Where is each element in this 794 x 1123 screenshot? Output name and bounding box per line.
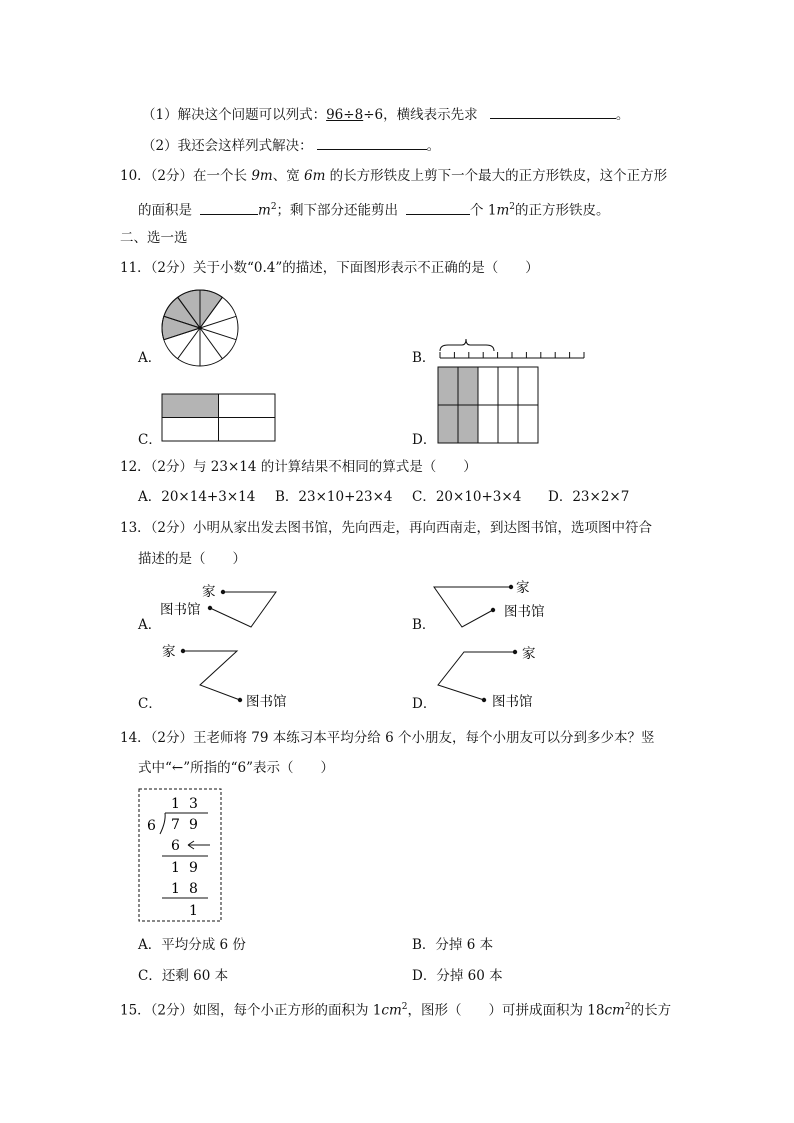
q11-option-b[interactable]: B． — [412, 350, 436, 366]
q13-option-d-map[interactable] — [430, 640, 554, 710]
library-label: 图书馆 — [246, 694, 287, 710]
svg-text:8: 8 — [189, 881, 198, 897]
q14-option-d[interactable]: D．分掉 60 本 — [412, 968, 503, 984]
q14-option-c[interactable]: C．还剩 60 本 — [138, 968, 229, 984]
q11-option-d-grid[interactable] — [436, 365, 540, 445]
q14-option-b[interactable]: B．分掉 6 本 — [412, 937, 494, 953]
svg-text:3: 3 — [189, 796, 198, 812]
q13-option-c[interactable]: C． — [138, 696, 162, 712]
q9-sub1: （1）解决这个问题可以列式：96÷8÷6，横线表示先求 。 — [142, 104, 629, 124]
q10-line1: 10．（2分）在一个长 9m、宽 6m 的长方形铁皮上剪下一个最大的正方形铁皮，这个正方形 — [120, 168, 668, 184]
answer-blank[interactable] — [317, 135, 427, 150]
svg-text:1: 1 — [171, 796, 180, 812]
q14-stem-line2: 式中“←”所指的“6”表示（ ） — [138, 760, 335, 776]
q12-option-d[interactable]: D．23×2×7 — [548, 489, 630, 505]
q11-option-c[interactable]: C． — [138, 432, 162, 448]
answer-blank[interactable] — [490, 104, 616, 119]
answer-blank[interactable] — [200, 200, 258, 215]
svg-text:9: 9 — [189, 860, 198, 876]
svg-text:1: 1 — [171, 860, 180, 876]
svg-text:9: 9 — [189, 817, 198, 833]
q13-stem-line2: 描述的是（ ） — [138, 551, 246, 567]
svg-text:6: 6 — [171, 838, 180, 854]
q13-option-b-map[interactable] — [430, 576, 554, 632]
q13-option-a-map[interactable] — [160, 582, 284, 630]
library-label: 图书馆 — [504, 604, 545, 620]
q13-option-b[interactable]: B． — [412, 617, 436, 633]
library-label: 图书馆 — [492, 694, 533, 710]
q13-option-a[interactable]: A． — [138, 617, 162, 633]
q12-option-c[interactable]: C．20×10+3×4 — [412, 489, 522, 505]
q12-option-a[interactable]: A．20×14+3×14 — [138, 489, 256, 505]
q10-line2: 的面积是 $m^2$；剩下部分还能剪出 个 $1m^2$的正方形铁皮。 — [138, 198, 609, 220]
home-label: 家 — [522, 646, 536, 662]
q11-stem: 11．（2分）关于小数“0.4”的描述，下面图形表示不正确的是（ ） — [120, 260, 539, 276]
library-label: 图书馆 — [160, 602, 201, 618]
q13-stem-line1: 13．（2分）小明从家出发去图书馆，先向西走，再向西南走，到达图书馆，选项图中符合 — [120, 520, 653, 536]
answer-blank[interactable] — [406, 200, 470, 215]
svg-text:1: 1 — [171, 881, 180, 897]
q14-long-division — [138, 788, 222, 922]
home-label: 家 — [162, 644, 176, 660]
q11-option-a-pie[interactable] — [160, 288, 240, 368]
home-label: 家 — [202, 584, 216, 600]
section-title: 二、选一选 — [120, 230, 188, 246]
svg-text:1: 1 — [189, 903, 198, 919]
q13-option-c-map[interactable] — [160, 640, 300, 710]
q11-option-c-rect[interactable] — [161, 393, 277, 443]
q11-option-b-ruler[interactable] — [436, 338, 586, 362]
q11-option-d[interactable]: D． — [412, 432, 437, 448]
svg-text:7: 7 — [171, 817, 180, 833]
q14-stem-line1: 14．（2分）王老师将 79 本练习本平均分给 6 个小朋友，每个小朋友可以分到多少本？竖 — [120, 730, 655, 746]
q12-option-b[interactable]: B．23×10+23×4 — [275, 489, 393, 505]
q12-stem: 12．（2分）与 23×14 的计算结果不相同的算式是（ ） — [120, 459, 477, 475]
svg-text:6: 6 — [147, 818, 156, 834]
q14-option-a[interactable]: A．平均分成 6 份 — [138, 937, 246, 953]
q9-sub2: （2）我还会这样列式解决： 。 — [142, 135, 440, 155]
home-label: 家 — [516, 580, 530, 596]
q15-stem: 15．（2分）如图，每个小正方形的面积为 $1cm^2$，图形（ ）可拼成面积为 $18cm^2$的长方 — [120, 1002, 672, 1019]
q11-option-a[interactable]: A． — [138, 350, 162, 366]
q13-option-d[interactable]: D． — [412, 696, 437, 712]
